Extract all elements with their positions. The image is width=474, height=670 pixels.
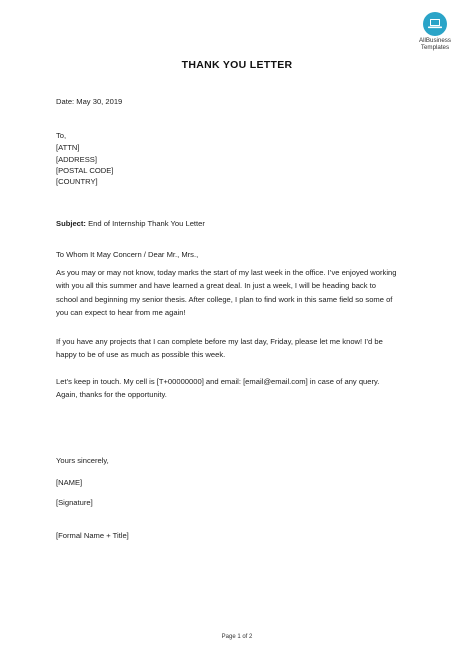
subject-line	[56, 219, 205, 228]
paragraph-2-line-2: happy to be of use as much as possible this week.	[56, 350, 226, 359]
logo-text-line1: AllBusiness	[419, 37, 451, 44]
closing: Yours sincerely,	[56, 456, 109, 465]
paragraph-2-line-1: If you have any projects that I can complete before my last day, Friday, please let me know! I’d be	[56, 337, 383, 346]
recipient-attn: [ATTN]	[56, 143, 80, 152]
recipient-postal-code: [POSTAL CODE]	[56, 166, 114, 175]
laptop-icon	[423, 12, 447, 36]
brand-logo	[410, 12, 460, 52]
logo-text-line2: Templates	[420, 43, 450, 51]
letter-date: Date: May 30, 2019	[56, 97, 123, 106]
paragraph-3-line-1: Let’s keep in touch. My cell is [T+00000000] and email: [email@email.com] in case of any query.	[56, 377, 380, 386]
recipient-country: [COUNTRY]	[56, 177, 98, 186]
paragraph-1-line-2: with you all this summer and have learned a great deal. In just a week, I will be heading back to	[56, 281, 376, 290]
signature: [Signature]	[56, 498, 93, 507]
paragraph-1-line-1: As you may or may not know, today marks the start of my last week in the office. I’ve enjoyed working	[56, 268, 397, 277]
paragraph-1-line-3: school and beginning my senior thesis. After college, I plan to find work in this same field so some of	[56, 295, 393, 304]
recipient-address: [ADDRESS]	[56, 155, 97, 164]
formal-name-title: [Formal Name + Title]	[56, 531, 129, 540]
page-number: Page 1 of 2	[221, 634, 253, 640]
recipient-to: To,	[56, 131, 67, 140]
letter-title: THANK YOU LETTER	[181, 59, 293, 71]
subject-label: Subject:	[56, 219, 86, 228]
sender-name: [NAME]	[56, 478, 83, 487]
greeting: To Whom It May Concern / Dear Mr., Mrs.,	[56, 250, 199, 259]
subject-text: End of Internship Thank You Letter	[85, 219, 205, 228]
paragraph-1-line-4: you can expect to hear from me again!	[56, 308, 186, 317]
paragraph-3-line-2: Again, thanks for the opportunity.	[56, 390, 167, 399]
